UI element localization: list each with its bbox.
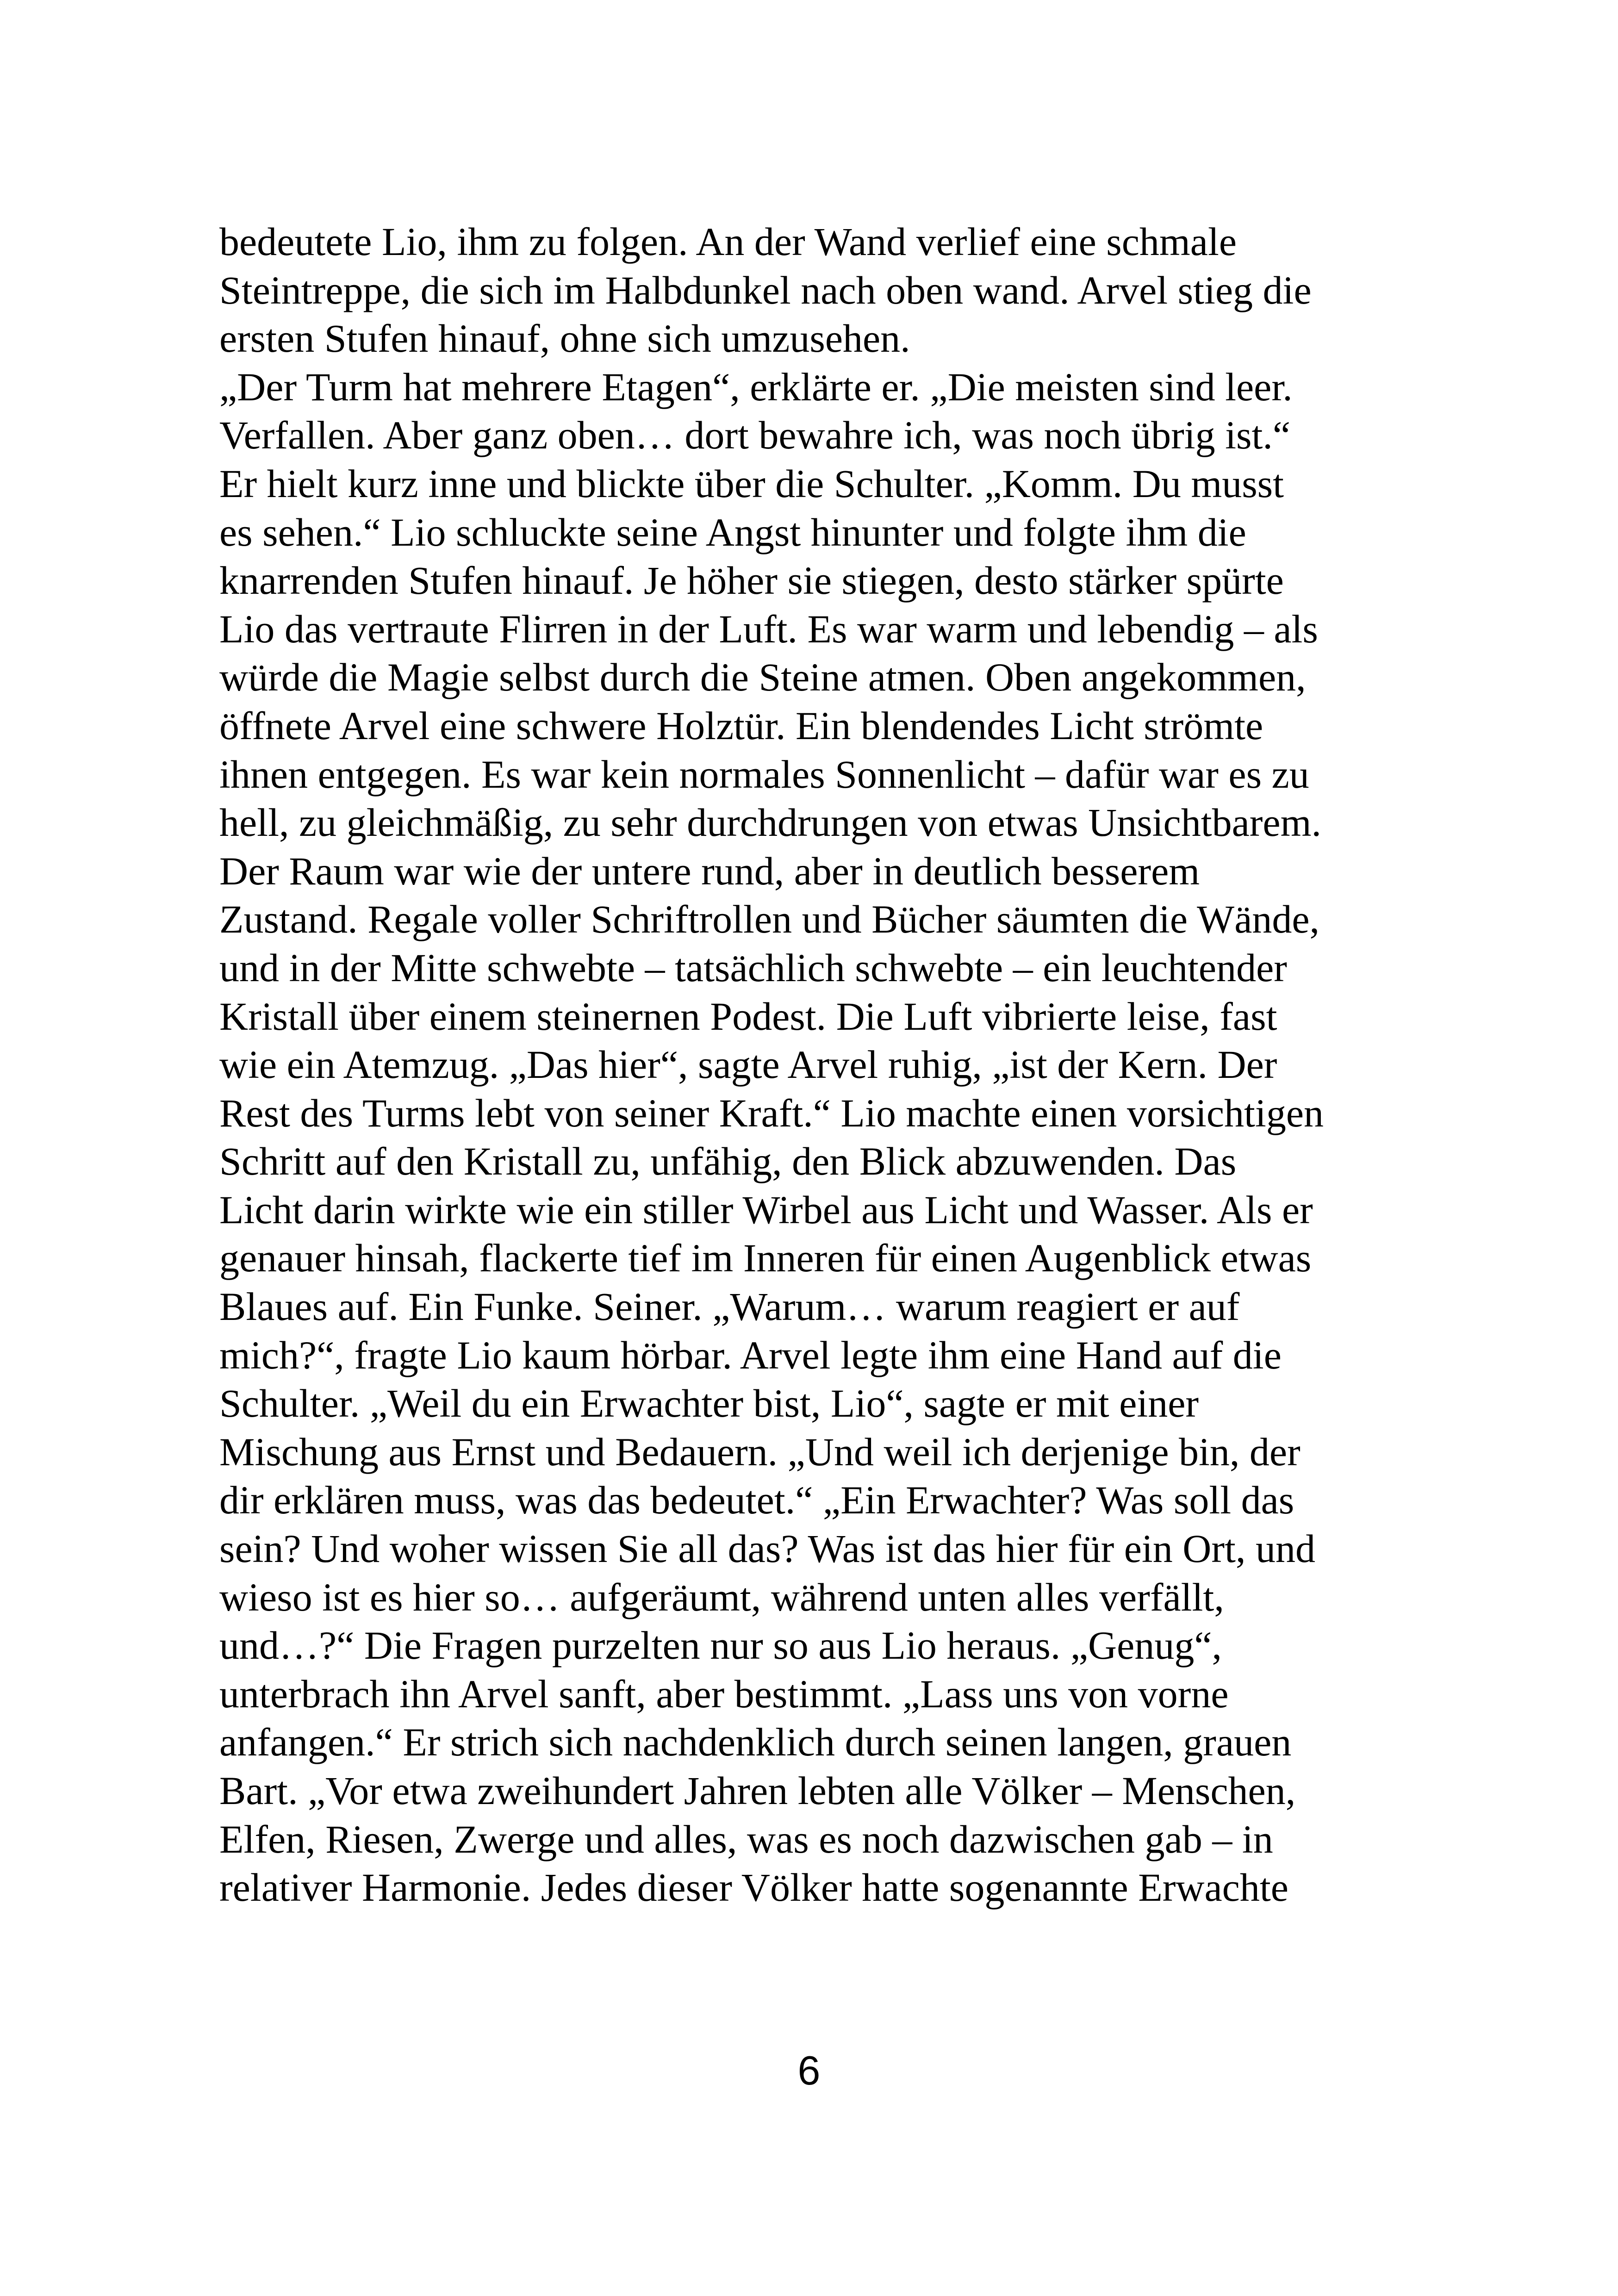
text-line: dir erklären muss, was das bedeutet.“ „Ein Erwachter? Was soll das bbox=[219, 1478, 1294, 1523]
text-line: Lio das vertraute Flirren in der Luft. Es war warm und lebendig – als bbox=[219, 606, 1318, 651]
text-line: Rest des Turms lebt von seiner Kraft.“ Lio machte einen vorsichtigen bbox=[219, 1090, 1324, 1135]
text-line: und…?“ Die Fragen purzelten nur so aus Lio heraus. „Genug“, bbox=[219, 1623, 1222, 1668]
text-line: mich?“, fragte Lio kaum hörbar. Arvel legte ihm eine Hand auf die bbox=[219, 1332, 1282, 1377]
text-line: unterbrach ihn Arvel sanft, aber bestimmt. „Lass uns von vorne bbox=[219, 1671, 1229, 1716]
text-line: Kristall über einem steinernen Podest. Die Luft vibrierte leise, fast bbox=[219, 994, 1277, 1039]
text-line: anfangen.“ Er strich sich nachdenklich durch seinen langen, grauen bbox=[219, 1720, 1292, 1765]
text-line: sein? Und woher wissen Sie all das? Was ist das hier für ein Ort, und bbox=[219, 1526, 1315, 1571]
text-line: Licht darin wirkte wie ein stiller Wirbel aus Licht und Wasser. Als er bbox=[219, 1187, 1313, 1232]
text-line: Steintreppe, die sich im Halbdunkel nach oben wand. Arvel stieg die bbox=[219, 268, 1312, 312]
text-line: „Der Turm hat mehrere Etagen“, erklärte er. „Die meisten sind leer. bbox=[219, 364, 1293, 409]
text-line: Mischung aus Ernst und Bedauern. „Und weil ich derjenige bin, der bbox=[219, 1429, 1301, 1474]
text-line: hell, zu gleichmäßig, zu sehr durchdrungen von etwas Unsichtbarem. bbox=[219, 800, 1321, 845]
text-line: und in der Mitte schwebte – tatsächlich schwebte – ein leuchtender bbox=[219, 945, 1287, 990]
text-line: es sehen.“ Lio schluckte seine Angst hinunter und folgte ihm die bbox=[219, 510, 1246, 554]
text-line: würde die Magie selbst durch die Steine atmen. Oben angekommen, bbox=[219, 655, 1306, 700]
text-line: Blaues auf. Ein Funke. Seiner. „Warum… warum reagiert er auf bbox=[219, 1284, 1240, 1329]
text-line: bedeutete Lio, ihm zu folgen. An der Wand verlief eine schmale bbox=[219, 219, 1237, 264]
text-line: Zustand. Regale voller Schriftrollen und Bücher säumten die Wände, bbox=[219, 897, 1320, 942]
text-line: Er hielt kurz inne und blickte über die Schulter. „Komm. Du musst bbox=[219, 461, 1284, 506]
text-line: knarrenden Stufen hinauf. Je höher sie stiegen, desto stärker spürte bbox=[219, 558, 1284, 603]
text-line: ihnen entgegen. Es war kein normales Sonnenlicht – dafür war es zu bbox=[219, 752, 1309, 796]
text-line: relativer Harmonie. Jedes dieser Völker hatte sogenannte Erwachte bbox=[219, 1865, 1288, 1910]
text-line: wieso ist es hier so… aufgeräumt, während unten alles verfällt, bbox=[219, 1574, 1224, 1619]
text-line: Der Raum war wie der untere rund, aber in deutlich besserem bbox=[219, 848, 1200, 893]
text-line: Elfen, Riesen, Zwerge und alles, was es noch dazwischen gab – in bbox=[219, 1817, 1273, 1861]
text-line: wie ein Atemzug. „Das hier“, sagte Arvel ruhig, „ist der Kern. Der bbox=[219, 1042, 1277, 1087]
text-line: ersten Stufen hinauf, ohne sich umzusehen. bbox=[219, 316, 910, 361]
text-line: Schulter. „Weil du ein Erwachter bist, Lio“, sagte er mit einer bbox=[219, 1381, 1199, 1426]
text-line: Bart. „Vor etwa zweihundert Jahren lebten alle Völker – Menschen, bbox=[219, 1768, 1296, 1813]
text-line: öffnete Arvel eine schwere Holztür. Ein blendendes Licht strömte bbox=[219, 703, 1263, 748]
text-line: Verfallen. Aber ganz oben… dort bewahre ich, was noch übrig ist.“ bbox=[219, 413, 1291, 458]
page-number: 6 bbox=[797, 2047, 821, 2093]
text-line: Schritt auf den Kristall zu, unfähig, den Blick abzuwenden. Das bbox=[219, 1139, 1237, 1184]
body-text bbox=[219, 218, 1423, 1912]
text-line: genauer hinsah, flackerte tief im Inneren für einen Augenblick etwas bbox=[219, 1236, 1312, 1281]
